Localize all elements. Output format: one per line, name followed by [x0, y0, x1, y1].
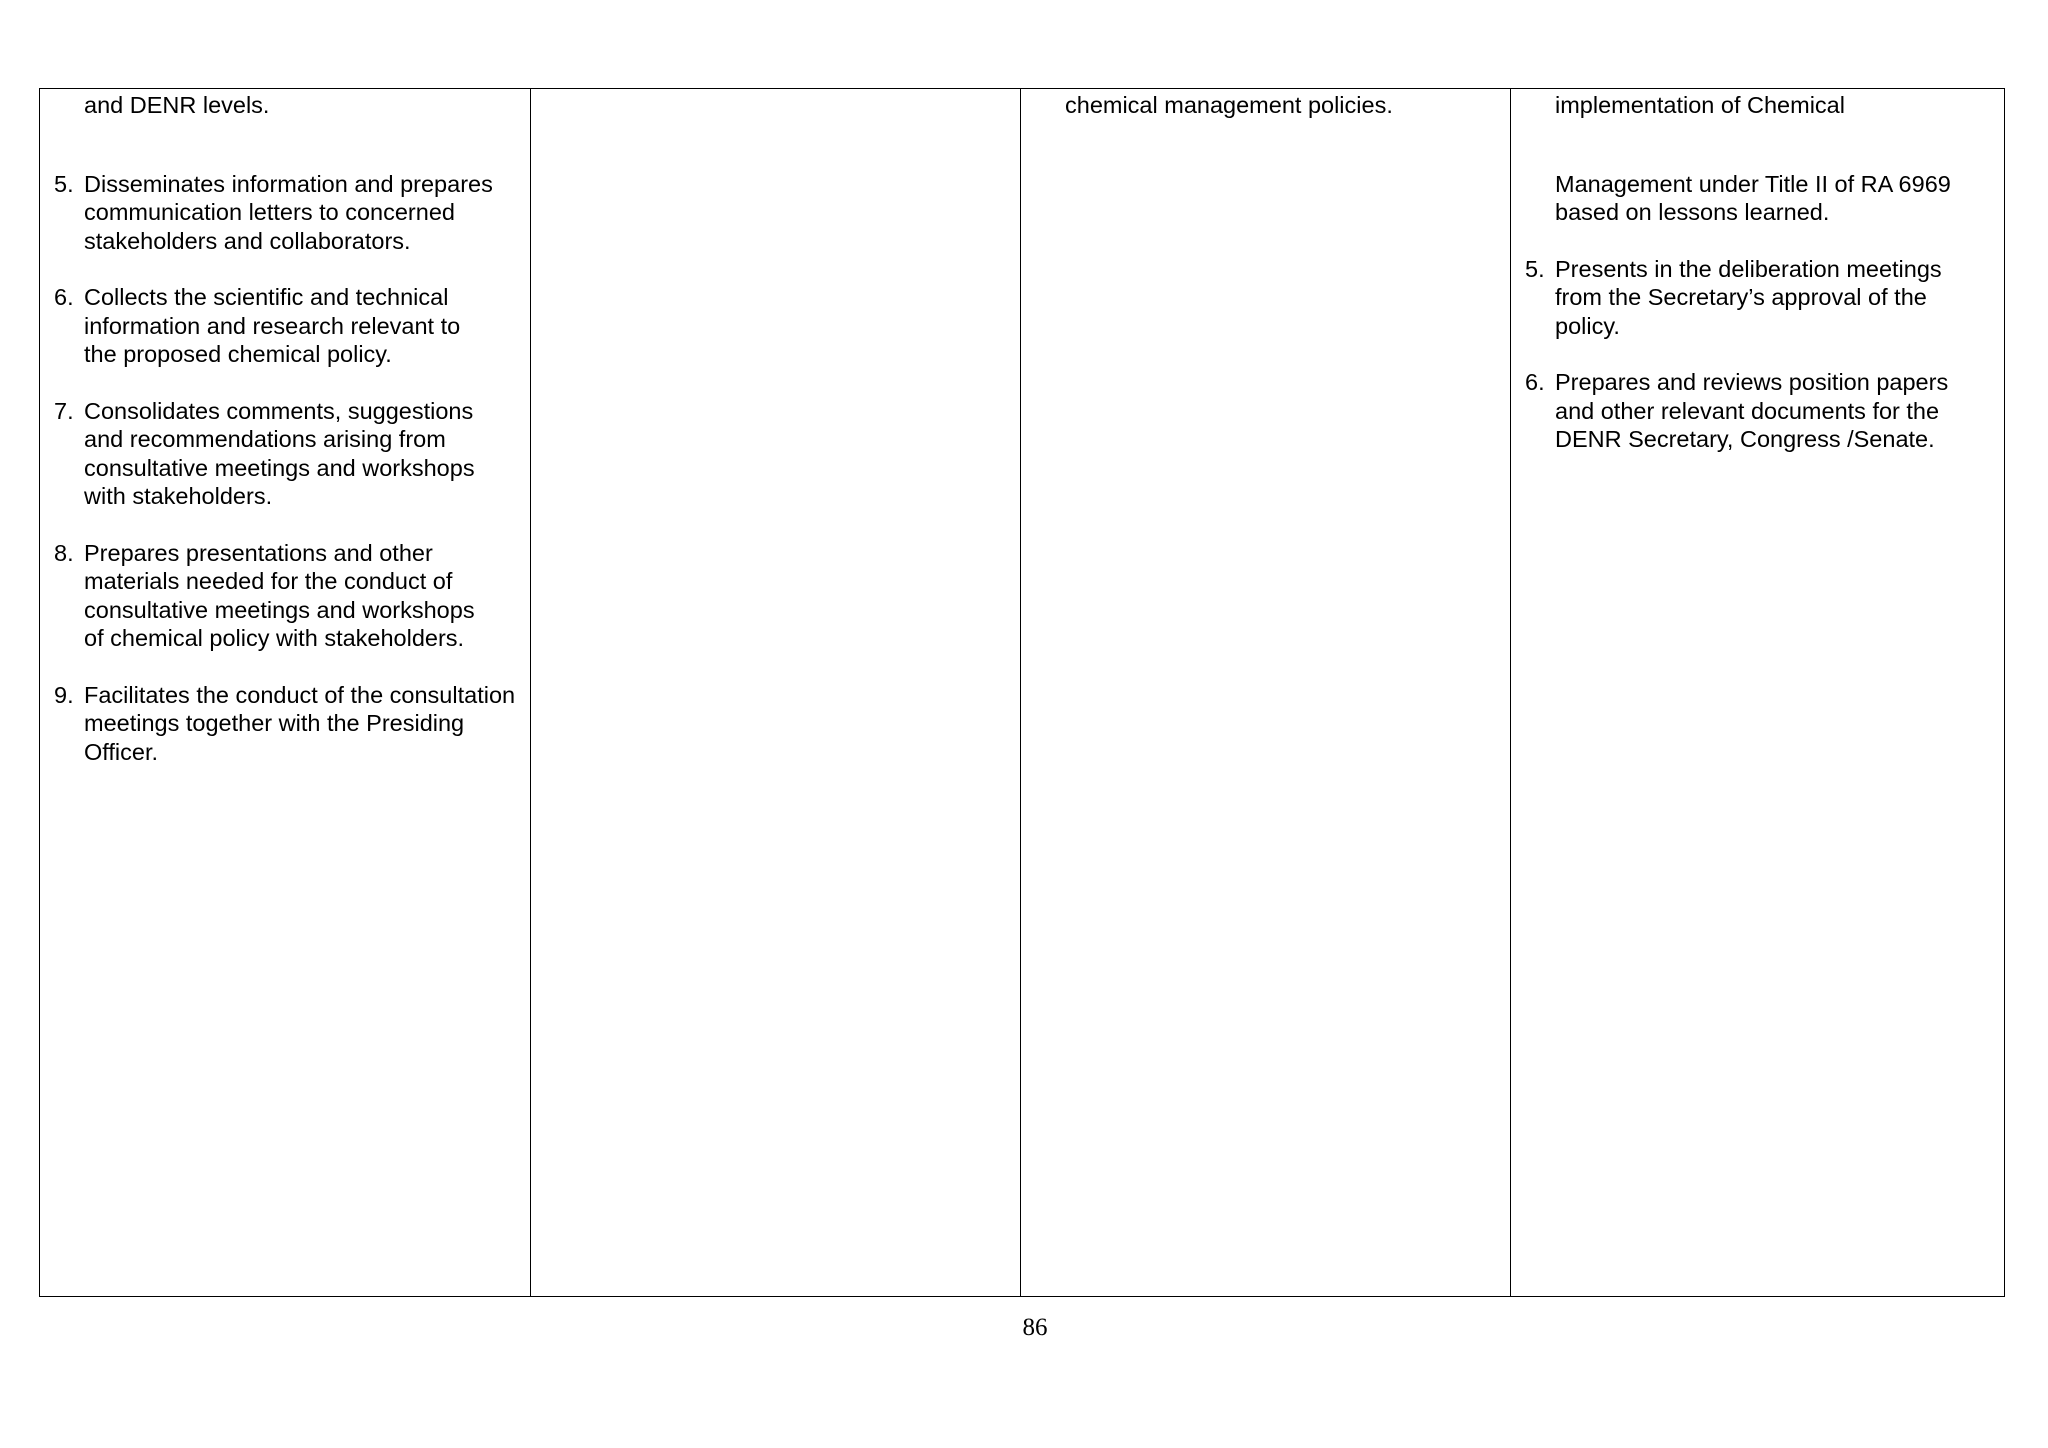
page-number: 86 — [1022, 1314, 1048, 1341]
list-item-number: 6. — [1525, 369, 1545, 395]
list-item-number: 5. — [1525, 255, 1545, 282]
table-column-2 — [531, 89, 1021, 1296]
table-column-1 — [40, 89, 531, 1296]
list-item — [54, 397, 499, 511]
document-table — [39, 88, 2005, 1297]
list-item-number: 9. — [54, 681, 74, 708]
list-item-text: Facilitates the conduct of the consultation meetings together with the Presiding Officer. — [84, 681, 516, 765]
list-item-text: Presents in the deliberation meetings from the Secretary’s approval of the policy. — [1555, 255, 1942, 339]
list-item — [1525, 255, 1985, 341]
continuation-text: chemical management policies. — [1065, 92, 1393, 118]
list-item-text: Consolidates comments, suggestions and recommendations arising from consultative meetings and workshops with stakeholders. — [84, 397, 475, 509]
table-column-4 — [1511, 89, 2004, 1296]
list-item-text: Disseminates information and prepares communication letters to concerned stakeholders and collaborators. — [84, 170, 493, 254]
list-item-number: 7. — [54, 397, 74, 424]
continuation-text: Management under Title II of RA 6969 based on lessons learned. — [1555, 170, 1951, 225]
list-item-number: 8. — [54, 539, 74, 566]
list-item-text: Prepares and reviews position papers and other relevant documents for the DENR Secretary, Congress /Senate. — [1555, 369, 1949, 452]
table-column-3 — [1021, 89, 1511, 1296]
continuation-text: implementation of Chemical — [1555, 92, 1845, 118]
list-item — [54, 681, 520, 767]
list-item — [54, 283, 474, 369]
list-item — [1525, 368, 1985, 454]
list-item-number: 6. — [54, 284, 74, 310]
list-item-text: Prepares presentations and other materials needed for the conduct of consultative meetings and workshops of chemical policy with stakeholders. — [84, 539, 475, 651]
list-item — [54, 539, 499, 653]
list-item-text: Collects the scientific and technical information and research relevant to the proposed chemical policy. — [84, 284, 461, 367]
list-item — [54, 170, 514, 256]
list-item-number: 5. — [54, 170, 74, 197]
continuation-text: and DENR levels. — [84, 92, 270, 118]
